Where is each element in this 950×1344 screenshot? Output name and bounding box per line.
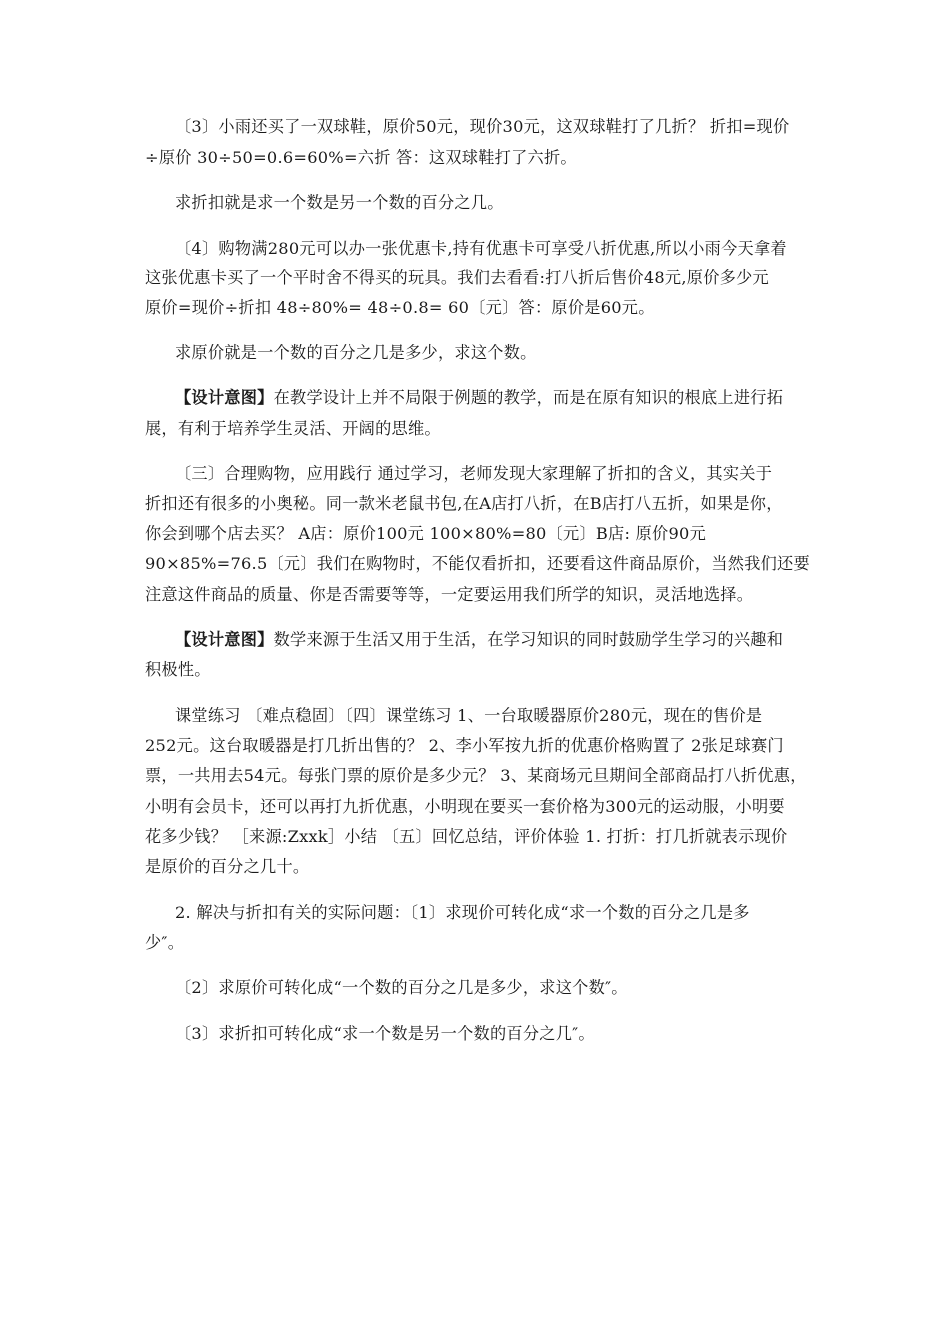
text-line: 课堂练习 〔难点稳固〕〔四〕课堂练习 1、一台取暖器原价280元，现在的售价是	[175, 706, 763, 725]
text-line: 花多少钱？ ［来源:Zxxk］小结 〔五〕回忆总结，评价体验 1. 打折：打几折就表示现价	[145, 827, 788, 846]
text-line: 求折扣就是求一个数是另一个数的百分之几。	[175, 193, 504, 212]
text-line: 2. 解决与折扣有关的实际问题：〔1〕求现价可转化成“求一个数的百分之几是多	[175, 903, 750, 922]
text-span: 在教学设计上并不局限于例题的教学，而是在原有知识的根底上进行拓	[273, 388, 784, 407]
text-line: 原价=现价÷折扣 48÷80%= 48÷0.8= 60〔元〕答：原价是60元。	[145, 298, 655, 317]
text-line: 这张优惠卡买了一个平时舍不得买的玩具。我们去看看:打八折后售价48元,原价多少元	[145, 268, 769, 287]
text-line: 积极性。	[145, 660, 211, 679]
text-line: 〔4〕购物满280元可以办一张优惠卡,持有优惠卡可享受八折优惠,所以小雨今天拿着	[175, 239, 787, 258]
text-line: 〔3〕小雨还买了一双球鞋，原价50元，现价30元，这双球鞋打了几折？ 折扣=现价	[175, 117, 790, 136]
text-line: 展，有利于培养学生灵活、开阔的思维。	[145, 419, 441, 438]
text-line: 90×85%=76.5〔元〕我们在购物时，不能仅看折扣，还要看这件商品原价，当然我们还要	[145, 554, 810, 573]
text-line: 折扣还有很多的小奥秘。同一款米老鼠书包,在A店打八折，在B店打八五折，如果是你，	[145, 494, 783, 513]
text-line: 〔三〕合理购物，应用践行 通过学习，老师发现大家理解了折扣的含义，其实关于	[175, 464, 773, 483]
text-line: 〔2〕求原价可转化成“一个数的百分之几是多少，求这个数″。	[175, 978, 628, 997]
design-intent-line	[175, 629, 783, 651]
text-line: 求原价就是一个数的百分之几是多少，求这个数。	[175, 343, 537, 362]
text-span: 数学来源于生活又用于生活，在学习知识的同时鼓励学生学习的兴趣和	[273, 630, 784, 649]
text-line: 〔3〕求折扣可转化成“求一个数是另一个数的百分之几″。	[175, 1024, 595, 1043]
design-intent-label: 【设计意图】	[175, 388, 274, 407]
text-line: 票，一共用去54元。每张门票的原价是多少元？ 3、某商场元旦期间全部商品打八折优惠，	[145, 766, 807, 785]
text-line: 是原价的百分之几十。	[145, 857, 310, 876]
text-line: 少″。	[145, 933, 185, 952]
text-line: ÷原价 30÷50=0.6=60%=六折 答：这双球鞋打了六折。	[145, 148, 577, 167]
design-intent-label: 【设计意图】	[175, 630, 274, 649]
text-line: 注意这件商品的质量、你是否需要等等，一定要运用我们所学的知识，灵活地选择。	[145, 585, 754, 604]
text-line: 小明有会员卡，还可以再打九折优惠，小明现在要买一套价格为300元的运动服，小明要	[145, 797, 785, 816]
design-intent-line	[175, 387, 783, 409]
text-line: 252元。这台取暖器是打几折出售的？ 2、李小军按九折的优惠价格购置了 2张足球赛门	[145, 736, 784, 755]
text-line: 你会到哪个店去买？ A店：原价100元 100×80%=80〔元〕B店: 原价90元	[145, 524, 707, 543]
